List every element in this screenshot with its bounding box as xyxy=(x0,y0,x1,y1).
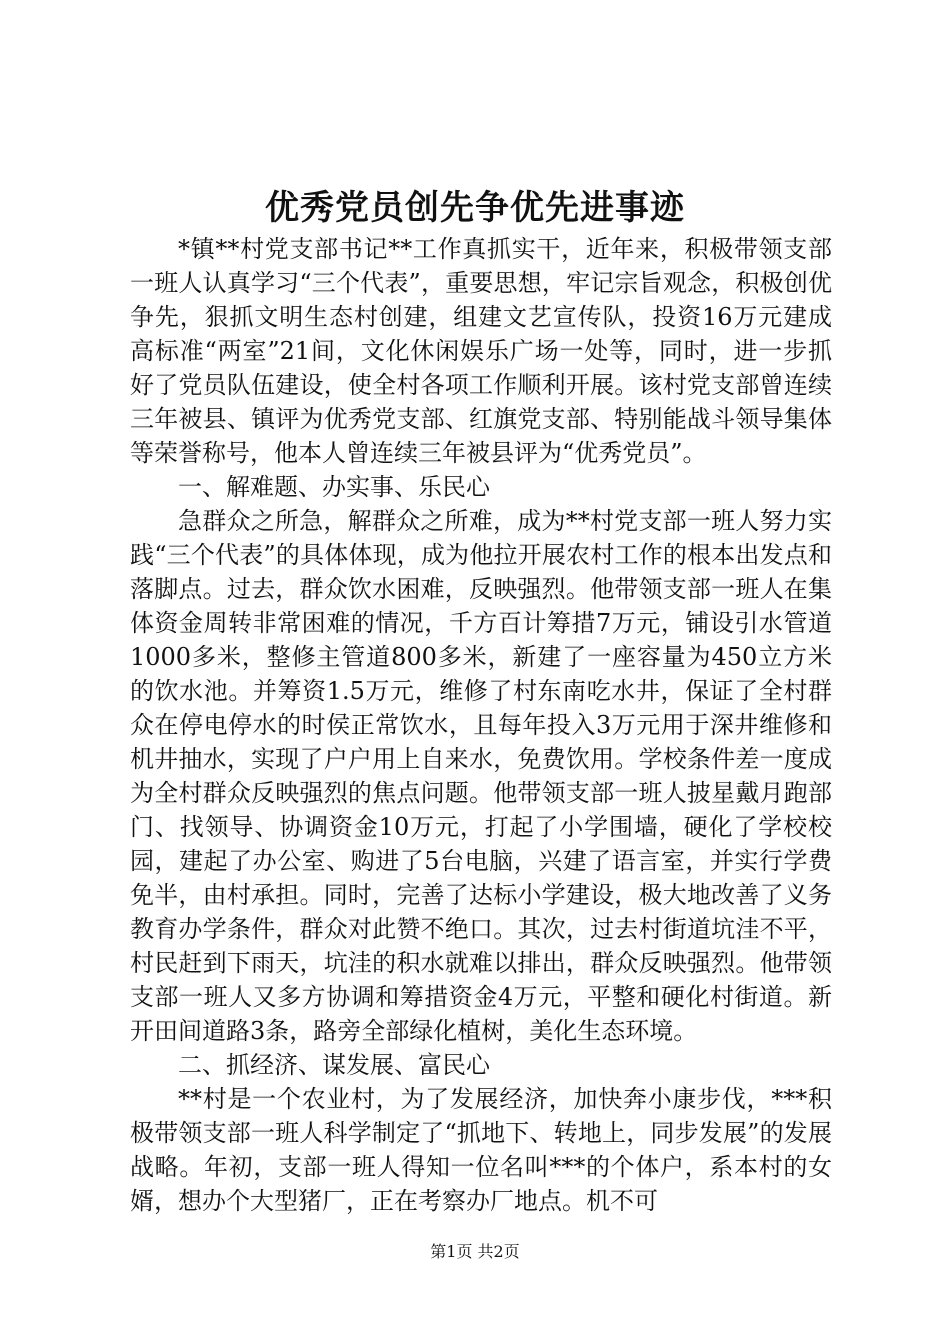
page-footer: 第1页 共2页 xyxy=(430,1242,520,1261)
document-title: 优秀党员创先争优先进事迹 xyxy=(265,188,685,228)
section-heading-2: 二、抓经济、谋发展、富民心 xyxy=(178,1051,490,1079)
paragraph-intro: *镇**村党支部书记**工作真抓实干，近年来，积极带领支部一班人认真学习“三个代表”，重要思想，牢记宗旨观念，积极创优争先，狠抓文明生态村创建，组建文艺宣传队，投资16万元建成高标准“两室”21间，文化休闲娱乐广场一处等，同时，进一步抓好了党员队伍建设，使全村各项工作顺利开展。该村党支部曾连续三年被县、镇评为优秀党支部、红旗党支部、特别能战斗领导集体等荣誉称号，他本人曾连续三年被县评为“优秀党员”。 xyxy=(130,235,832,467)
document-body xyxy=(130,232,832,1218)
paragraph-section-2: **村是一个农业村，为了发展经济，加快奔小康步伐，***积极带领支部一班人科学制定了“抓地下、转地上，同步发展”的发展战略。年初，支部一班人得知一位名叫***的个体户，系本村的女婿，想办个大型猪厂，正在考察办厂地点。机不可 xyxy=(130,1085,832,1215)
section-heading-1: 一、解难题、办实事、乐民心 xyxy=(178,473,490,501)
paragraph-section-1: 急群众之所急，解群众之所难，成为**村党支部一班人努力实践“三个代表”的具体体现，成为他拉开展农村工作的根本出发点和落脚点。过去，群众饮水困难，反映强烈。他带领支部一班人在集体资金周转非常困难的情况，千方百计筹措7万元，铺设引水管道1000多米，整修主管道800多米，新建了一座容量为450立方米的饮水池。并筹资1.5万元，维修了村东南吃水井，保证了全村群众在停电停水的时侯正常饮水，且每年投入3万元用于深井维修和机井抽水，实现了户户用上自来水，免费饮用。学校条件差一度成为全村群众反映强烈的焦点问题。他带领支部一班人披星戴月跑部门、找领导、协调资金10万元，打起了小学围墙，硬化了学校校园，建起了办公室、购进了5台电脑，兴建了语言室，并实行学费免半，由村承担。同时，完善了达标小学建设，极大地改善了义务教育办学条件，群众对此赞不绝口。其次，过去村街道坑洼不平，村民赶到下雨天，坑洼的积水就难以排出，群众反映强烈。他带领支部一班人又多方协调和筹措资金4万元，平整和硬化村街道。新开田间道路3条，路旁全部绿化植树，美化生态环境。 xyxy=(130,507,832,1045)
